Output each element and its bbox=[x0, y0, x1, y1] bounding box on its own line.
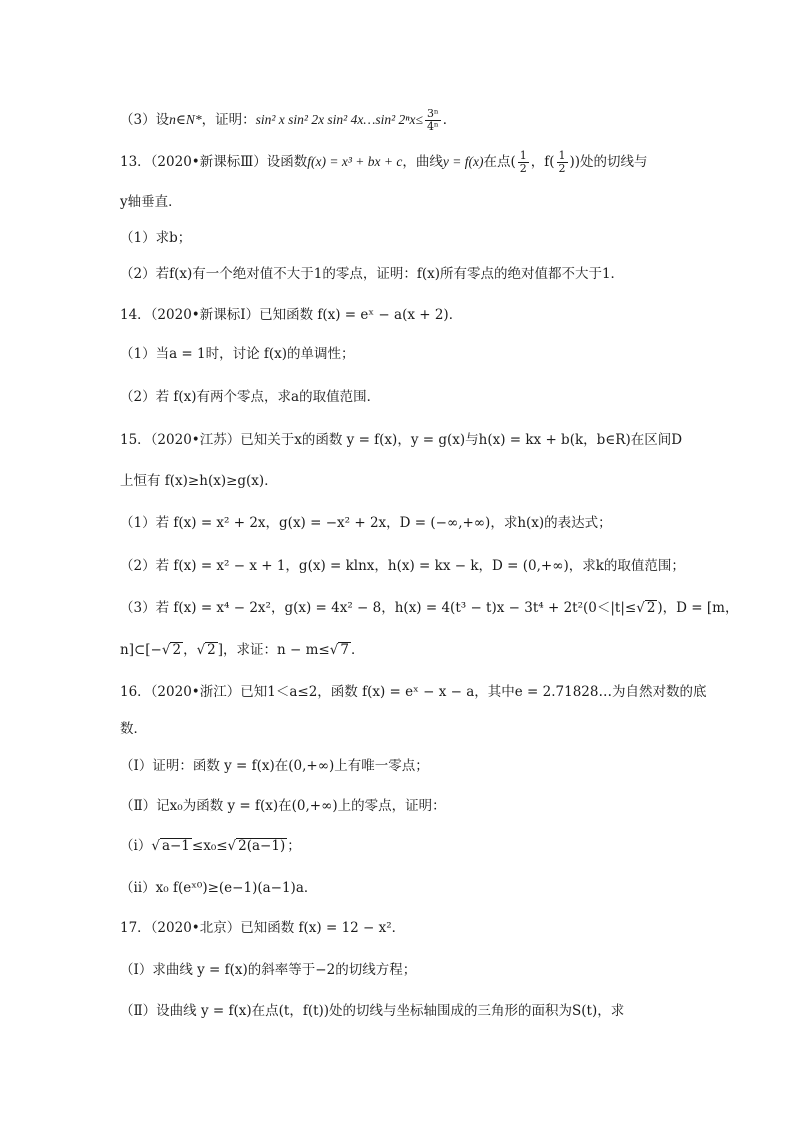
p15-q3: （3）若 f(x) = x⁴ − 2x²，g(x) = 4x² − 8，h(x) = 4(t³ − t)x − 3t⁴ + 2t²(0＜|t|≤√ 2 )，D = [m， bbox=[120, 600, 739, 616]
p16-qii: （ⅱ）x₀ f(eˣ⁰)≥(e−1)(a−1)a． bbox=[120, 880, 318, 896]
fraction: $\frac{1}{2}$ bbox=[519, 149, 527, 175]
p16-head: 16．（2020•浙江）已知1＜a≤2，函数 f(x) = eˣ − x − a，其中e = 2.71828…为自然对数的底 bbox=[120, 684, 707, 700]
p15-line2: 上恒有 f(x)≥h(x)≥g(x)． bbox=[120, 473, 278, 489]
p16-q1: （Ⅰ）证明：函数 y = f(x)在(0,+∞)上有唯一零点； bbox=[120, 758, 429, 774]
p13-line2: y轴垂直． bbox=[120, 194, 182, 210]
p15-q1: （1）若 f(x) = x² + 2x，g(x) = −x² + 2x，D = (−∞,+∞)，求h(x)的表达式； bbox=[120, 515, 612, 531]
p13-head: 13．（2020•新课标Ⅲ）设函数f(x) = x³ + bx + c，曲线y = f(x)在点( $\frac{1}{2}$ ，f( $\frac{1}{2}$ ))处的切线与 bbox=[120, 149, 648, 175]
p16-q2: （Ⅱ）记x₀为函数 y = f(x)在(0,+∞)上的零点，证明： bbox=[120, 798, 446, 814]
p16-qi: （ⅰ）√ a−1 ≤x₀≤√ 2(a−1) ； bbox=[120, 838, 301, 854]
p15-head: 15．（2020•江苏）已知关于x的函数 y = f(x)，y = g(x)与h(x) = kx + b(k，b∈R)在区间D bbox=[120, 432, 683, 448]
p15-q3-line2: n]⊂[−√ 2 ，√ 2 ]，求证：n − m≤√ 7 ． bbox=[120, 642, 365, 658]
p15-q2: （2）若 f(x) = x² − x + 1，g(x) = klnx，h(x) = kx − k，D = (0,+∞)，求k的取值范围； bbox=[120, 558, 685, 574]
p14-head: 14．（2020•新课标Ⅰ）已知函数 f(x) = eˣ − a(x + 2)． bbox=[120, 307, 463, 323]
p16-line2: 数． bbox=[120, 721, 147, 737]
fraction: $\frac{\text{3ⁿ}}{\text{4ⁿ}}$ bbox=[426, 107, 439, 133]
line-p12-3: （3）设n∈N*，证明：sin² x sin² 2x sin² 4x…sin² 2ⁿx≤ $\frac{\text{3ⁿ}}{\text{4ⁿ}}$ ． bbox=[120, 107, 457, 133]
p17-head: 17．（2020•北京）已知函数 f(x) = 12 − x²． bbox=[120, 920, 406, 936]
p17-q1: （Ⅰ）求曲线 y = f(x)的斜率等于−2的切线方程； bbox=[120, 962, 417, 978]
p13-q1: （1）求b； bbox=[120, 230, 192, 246]
p14-q2: （2）若 f(x)有两个零点，求a的取值范围． bbox=[120, 389, 381, 405]
p14-q1: （1）当a = 1时，讨论 f(x)的单调性； bbox=[120, 346, 355, 362]
fraction: $\frac{1}{2}$ bbox=[558, 149, 566, 175]
p13-q2: （2）若f(x)有一个绝对值不大于1的零点，证明：f(x)所有零点的绝对值都不大于1． bbox=[120, 266, 625, 282]
p17-q2: （Ⅱ）设曲线 y = f(x)在点(t，f(t))处的切线与坐标轴围成的三角形的面积为S(t)，求 bbox=[120, 1003, 625, 1019]
